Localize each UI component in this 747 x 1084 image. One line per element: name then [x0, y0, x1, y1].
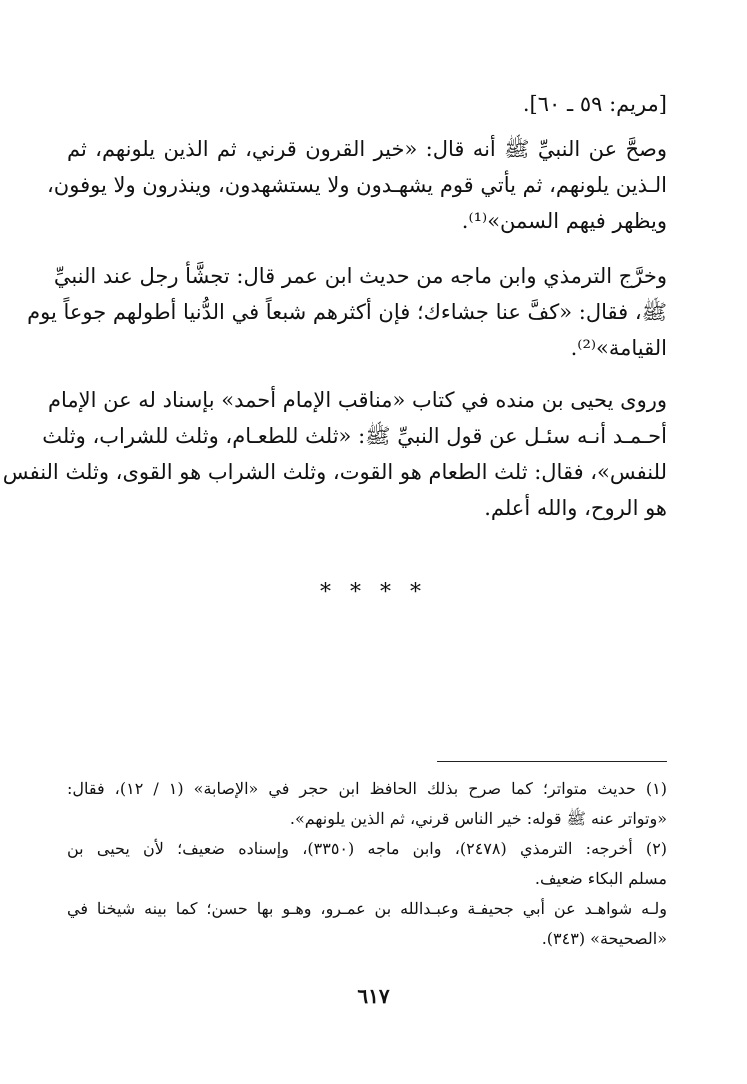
footnote-line: (٢) أخرجه: الترمذي (٢٤٧٨)، وابن ماجه (٣٣٥٠)، وإسناده ضعيف؛ لأن يحيى بن: [67, 839, 668, 858]
footnote-line: «الصحيحة» (٣٤٣).: [541, 929, 667, 948]
paragraph-line: الـذين يلونهم، ثم يأتي قوم يشهـدون ولا يستشهدون، وينذرون ولا يوفون،: [47, 173, 667, 197]
paragraph-line: أحـمـد أنـه سئـل عن قول النبيِّ ﷺ: «ثلث للطعـام، وثلث للشراب، وثلث: [42, 424, 667, 448]
footnote-line: (١) حديث متواتر؛ كما صرح بذلك الحافظ ابن حجر في «الإصابة» (١ / ١٢)، فقال:: [67, 779, 668, 798]
verse-reference: [67, 86, 667, 122]
footnote-line: «وتواتر عنه ﷺ قوله: خير الناس قرني، ثم الذين يلونهم».: [289, 809, 667, 828]
paragraph-hadith-belching: [27, 258, 667, 366]
verse-reference-text: [مريم: ٥٩ ـ ٦٠].: [522, 92, 667, 116]
paragraph-line: هو الروح، والله أعلم.: [484, 496, 667, 520]
paragraph-line: ﷺ، فقال: «كفَّ عنا جشاءك؛ فإن أكثرهم شبعاً في الدُّنيا أطولهم جوعاً يوم: [27, 300, 667, 324]
footnote-line: مسلم البكاء ضعيف.: [534, 869, 667, 888]
section-separator: * * * *: [320, 580, 427, 605]
footnotes: [67, 774, 667, 954]
paragraph-line: وروى يحيى بن منده في كتاب «مناقب الإمام أحمد» بإسناد له عن الإمام: [47, 388, 667, 412]
paragraph-imam-ahmad: [2, 382, 667, 526]
paragraph-line: ويظهر فيهم السمن»⁽¹⁾.: [461, 209, 667, 233]
page-number: ٦١٧: [357, 984, 390, 1008]
paragraph-line: للنفس»، فقال: ثلث الطعام هو القوت، وثلث الشراب هو القوى، وثلث النفس: [2, 460, 667, 484]
paragraph-line: وخرَّج الترمذي وابن ماجه من حديث ابن عمر قال: تجشَّأ رجل عند النبيِّ: [53, 264, 667, 288]
paragraph-hadith-best-generations: [47, 131, 667, 239]
footnote-line: ولـه شواهـد عن أبي جحيفـة وعبـدالله بن عمـرو، وهـو بها حسن؛ كما بينه شيخنا في: [67, 899, 667, 918]
footnote-divider: [437, 761, 667, 762]
paragraph-line: وصحَّ عن النبيِّ ﷺ أنه قال: «خير القرون قرني، ثم الذين يلونهم، ثم: [67, 137, 667, 161]
paragraph-line: القيامة»⁽²⁾.: [570, 336, 667, 360]
